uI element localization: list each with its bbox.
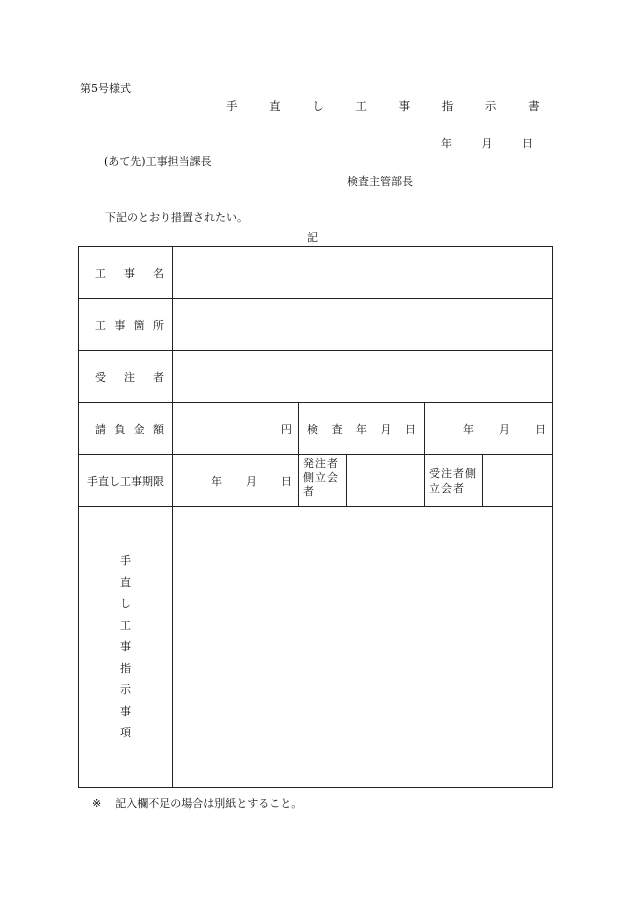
location-field[interactable] <box>173 299 553 351</box>
footnote <box>92 798 302 809</box>
contract-amount-field[interactable] <box>173 403 299 455</box>
instructions-field[interactable] <box>173 507 553 788</box>
contractor-field[interactable] <box>173 351 553 403</box>
form-number: 第5号様式 <box>80 82 131 95</box>
ki-heading: 記 <box>307 231 318 244</box>
note-text: 記入欄不足の場合は別紙とすること。 <box>115 797 303 810</box>
location-label: 工 事 箇 所 <box>79 299 173 351</box>
yen-unit: 円 <box>281 422 292 436</box>
project-name-row <box>79 247 553 299</box>
instructions-label: 手 直 し 工 事 指 示 事 項 <box>79 507 173 788</box>
inspection-date-label: 検 査 年 月 日 <box>299 403 425 455</box>
contractor-row <box>79 351 553 403</box>
contractor-label: 受 注 者 <box>79 351 173 403</box>
month-label: 月 <box>481 137 493 150</box>
project-name-field[interactable] <box>173 247 553 299</box>
project-name-label: 工 事 名 <box>79 247 173 299</box>
addressee: (あて先)工事担当課長 <box>104 155 212 168</box>
day-label: 日 <box>522 137 533 150</box>
document-title: 手 直 し 工 事 指 示 書 <box>226 99 554 113</box>
contractor-witness-label: 受注者側立会者 <box>425 455 483 507</box>
issue-date <box>441 138 533 149</box>
deadline-row <box>79 455 553 507</box>
request-text: 下記のとおり措置されたい。 <box>105 211 248 224</box>
instructions-row <box>79 507 553 788</box>
deadline-label: 手直し工事期限 <box>79 455 173 507</box>
inspection-date-field[interactable]: 年 月 日 <box>425 403 553 455</box>
deadline-date-field[interactable]: 年 月 日 <box>173 455 299 507</box>
contractor-witness-field[interactable] <box>483 455 553 507</box>
instruction-form-table <box>78 246 553 788</box>
contract-amount-label: 請 負 金 額 <box>79 403 173 455</box>
orderer-witness-label: 発注者側立会者 <box>299 455 347 507</box>
sender: 検査主管部長 <box>347 175 413 188</box>
location-row <box>79 299 553 351</box>
year-label: 年 <box>441 137 452 150</box>
note-mark: ※ <box>92 797 102 810</box>
orderer-witness-field[interactable] <box>347 455 425 507</box>
amount-row <box>79 403 553 455</box>
